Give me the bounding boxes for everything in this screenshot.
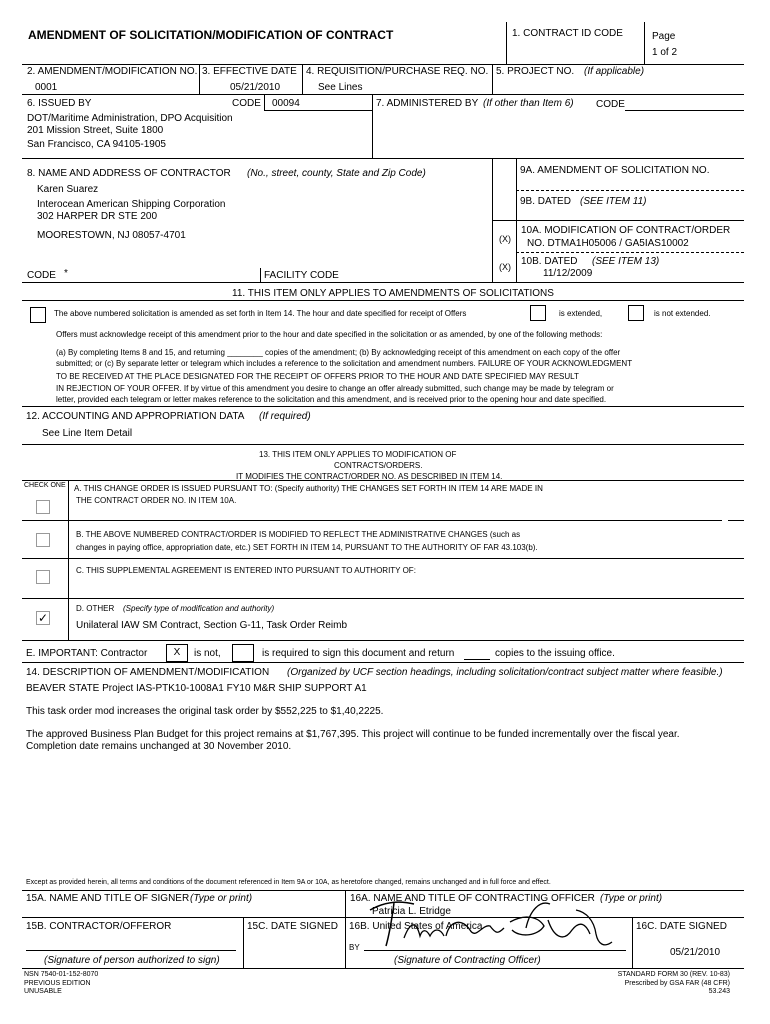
item-11-line1: The above numbered solicitation is amended as set forth in Item 14. The hour and date specified for receipt of Offers xyxy=(54,309,467,318)
amendment-label: 2. AMENDMENT/MODIFICATION NO. xyxy=(27,66,198,77)
solicitation-checkbox[interactable] xyxy=(30,307,46,323)
form-title: AMENDMENT OF SOLICITATION/MODIFICATION OF CONTRACT xyxy=(28,28,394,42)
officer-name: Patricia L. Etridge xyxy=(372,906,451,917)
issued-code-label: CODE xyxy=(232,98,261,109)
divider xyxy=(264,110,372,111)
divider xyxy=(632,917,633,968)
sf-text: Prescribed by GSA FAR (48 CFR) xyxy=(624,980,730,987)
contractor-line: Karen Suarez xyxy=(37,184,99,195)
check-one-label: CHECK ONE xyxy=(24,482,66,489)
is-required-label: is required to sign this document and return xyxy=(262,648,455,659)
divider xyxy=(22,598,744,599)
nsn-text: PREVIOUS EDITION xyxy=(24,980,91,987)
sf-text: 53.243 xyxy=(708,988,730,995)
item-14-label: 14. DESCRIPTION OF AMENDMENT/MODIFICATION xyxy=(26,667,270,678)
contract-id-label: 1. CONTRACT ID CODE xyxy=(512,28,623,39)
contractor-line: 302 HARPER DR STE 200 xyxy=(37,211,158,222)
item-13b-text: B. THE ABOVE NUMBERED CONTRACT/ORDER IS MODIFIED TO REFLECT THE ADMINISTRATIVE CHANGES (such as xyxy=(76,530,521,539)
copies-blank xyxy=(464,659,490,660)
admin-code-label: CODE xyxy=(596,99,625,110)
item-12-note: (If required) xyxy=(259,411,311,422)
copies-label: copies to the issuing office. xyxy=(495,648,615,659)
item-13-heading: CONTRACTS/ORDERS. xyxy=(334,461,423,470)
sf-text: STANDARD FORM 30 (REV. 10-83) xyxy=(617,971,730,978)
item-13c-text: C. THIS SUPPLEMENTAL AGREEMENT IS ENTERED INTO PURSUANT TO AUTHORITY OF: xyxy=(76,566,416,575)
contractor-offeror-label: 15B. CONTRACTOR/OFFEROR xyxy=(26,921,172,932)
item-14-line: Completion date remains unchanged at 30 November 2010. xyxy=(26,741,292,752)
divider xyxy=(22,444,744,445)
item-13b-checkbox[interactable] xyxy=(36,533,50,547)
divider xyxy=(506,22,507,64)
item-13a-text: THE CONTRACT ORDER NO. IN ITEM 10A. xyxy=(76,496,237,505)
item-11-line2: Offers must acknowledge receipt of this amendment prior to the hour and date specified in the solicitation or as amended, by one of the following methods: xyxy=(56,330,603,339)
item-11-para: IN REJECTION OF YOUR OFFER. If by virtue of this amendment you desire to change an offer already submitted, such change may be made by telegram or xyxy=(56,384,614,393)
not-extended-checkbox[interactable] xyxy=(628,305,644,321)
item-9b-label: 9B. DATED xyxy=(520,196,571,207)
divider xyxy=(644,22,645,64)
item-10a-value: NO. DTMA1H05006 / GA5IAS10002 xyxy=(527,238,689,249)
administered-by-label: 7. ADMINISTERED BY xyxy=(376,98,479,109)
divider xyxy=(68,480,69,640)
divider xyxy=(22,300,744,301)
administered-by-note: (If other than Item 6) xyxy=(483,98,574,109)
signer-label: 15A. NAME AND TITLE OF SIGNER xyxy=(26,893,190,904)
item-13d-label: D. OTHER xyxy=(76,604,115,613)
amendment-value: 0001 xyxy=(35,82,58,93)
extended-label: is extended, xyxy=(559,309,603,318)
divider xyxy=(22,406,744,407)
page-value: 1 of 2 xyxy=(652,47,678,58)
divider xyxy=(728,520,744,521)
by-label: BY xyxy=(349,943,360,952)
date-signed-16c-label: 16C. DATE SIGNED xyxy=(636,921,727,932)
divider xyxy=(199,64,200,94)
item-11-para: TO BE RECEIVED AT THE PLACE DESIGNATED FOR THE RECEIPT OF OFFERS PRIOR TO THE HOUR AND DATE SPECIFIED MAY RESULT xyxy=(56,372,579,381)
project-label: 5. PROJECT NO. xyxy=(496,66,575,77)
important-label: E. IMPORTANT: Contractor xyxy=(26,648,148,659)
item-13-heading: 13. THIS ITEM ONLY APPLIES TO MODIFICATION OF xyxy=(259,450,457,459)
signature-line xyxy=(26,950,236,951)
divider xyxy=(625,110,744,111)
requisition-value: See Lines xyxy=(318,82,363,93)
check-mark-icon: ✓ xyxy=(37,611,49,625)
divider xyxy=(345,890,346,968)
issuer-line: 201 Mission Street, Suite 1800 xyxy=(27,125,164,136)
item-14-line: This task order mod increases the original task order by $552,225 to $1,40,2225. xyxy=(26,706,384,717)
item-14-line: The approved Business Plan Budget for this project remains at $1,767,395. This project will continue to be funded incrementally over the fiscal year. xyxy=(26,729,680,740)
divider xyxy=(22,520,722,521)
item-13b-text: changes in paying office, appropriation date, etc.) SET FORTH IN ITEM 14, PURSUANT TO THE AUTHORITY OF FAR 43.103(b). xyxy=(76,543,538,552)
divider xyxy=(22,480,744,481)
item-14-line: BEAVER STATE Project IAS-PTK10-1008A1 FY10 M&R SHIP SUPPORT A1 xyxy=(26,683,367,694)
item-10b-note: (SEE ITEM 13) xyxy=(592,256,660,267)
item-9b-note: (SEE ITEM 11) xyxy=(580,196,647,207)
item-10b-label: 10B. DATED xyxy=(521,256,578,267)
item-11-para: (a) By completing Items 8 and 15, and returning ________ copies of the amendment; (b) By acknowledging receipt of this amendment on each copy of the offer xyxy=(56,348,621,357)
sig-officer-caption: (Signature of Contracting Officer) xyxy=(394,955,541,966)
divider xyxy=(372,94,373,158)
divider xyxy=(22,662,744,663)
divider xyxy=(260,268,261,282)
item-14-note: (Organized by UCF section headings, including solicitation/contract subject matter where feasible.) xyxy=(287,667,723,678)
issuer-line: San Francisco, CA 94105-1905 xyxy=(27,139,166,150)
date-signed-15c-label: 15C. DATE SIGNED xyxy=(247,921,338,932)
item-13d-note: (Specify type of modification and authority) xyxy=(123,604,275,613)
divider xyxy=(22,558,744,559)
contractor-is-not-box[interactable]: X xyxy=(166,644,188,662)
nsn-text: UNUSABLE xyxy=(24,988,62,995)
page-label: Page xyxy=(652,31,676,42)
item-12-value: See Line Item Detail xyxy=(42,428,133,439)
date-signed-16c-value: 05/21/2010 xyxy=(670,947,721,958)
not-extended-label: is not extended. xyxy=(654,309,711,318)
item-10a-label: 10A. MODIFICATION OF CONTRACT/ORDER xyxy=(521,225,731,236)
item-13d-checkbox[interactable] xyxy=(36,611,50,625)
item-10a-mark: (X) xyxy=(499,234,511,244)
sig-person-caption: (Signature of person authorized to sign) xyxy=(44,955,220,966)
divider xyxy=(22,968,744,969)
facility-code-label: FACILITY CODE xyxy=(264,270,339,281)
divider xyxy=(264,94,265,110)
issued-by-label: 6. ISSUED BY xyxy=(27,98,92,109)
item-10b-value: 11/12/2009 xyxy=(543,268,593,279)
item-9a-label: 9A. AMENDMENT OF SOLICITATION NO. xyxy=(520,165,710,176)
item-13c-checkbox[interactable] xyxy=(36,570,50,584)
contractor-code-label: CODE xyxy=(27,270,56,281)
issued-code-value: 00094 xyxy=(272,98,300,109)
project-note: (If applicable) xyxy=(584,66,645,77)
signer-note: (Type or print) xyxy=(190,893,253,904)
divider xyxy=(492,64,493,94)
officer-signature xyxy=(350,890,620,958)
contractor-label: 8. NAME AND ADDRESS OF CONTRACTOR xyxy=(27,168,231,179)
contractor-code-value: * xyxy=(64,268,68,279)
item-13a-text: A. THIS CHANGE ORDER IS ISSUED PURSUANT TO: (Specify authority) THE CHANGES SET FORTH IN ITEM 14 ARE MADE IN xyxy=(74,484,543,493)
item-13-heading: IT MODIFIES THE CONTRACT/ORDER NO. AS DESCRIBED IN ITEM 14. xyxy=(236,472,503,481)
contractor-is-required-box[interactable] xyxy=(232,644,254,662)
is-not-label: is not, xyxy=(194,648,221,659)
usa-label: 16B. United States of America xyxy=(349,921,483,932)
item-11-para: letter, provided each telegram or letter makes reference to the solicitation and this amendment, and is received prior to the opening hour and date specified. xyxy=(56,395,607,404)
issuer-line: DOT/Maritime Administration, DPO Acquisition xyxy=(27,113,233,124)
divider xyxy=(22,158,744,159)
divider xyxy=(492,220,744,221)
divider xyxy=(243,917,244,968)
divider xyxy=(516,252,744,253)
except-text: Except as provided herein, all terms and conditions of the document referenced in Item 9A or 10A, as heretofore changed, remains unchanged and in full force and effect. xyxy=(26,879,551,886)
contractor-line: Interocean American Shipping Corporation xyxy=(37,199,226,210)
item-10b-mark: (X) xyxy=(499,262,511,272)
contractor-note: (No., street, county, State and Zip Code) xyxy=(247,168,426,179)
contractor-city: MOORESTOWN, NJ 08057-4701 xyxy=(37,230,186,241)
divider xyxy=(22,64,744,65)
nsn-text: NSN 7540-01-152-8070 xyxy=(24,971,99,978)
officer-note: (Type or print) xyxy=(600,893,663,904)
item-11-para: submitted; or (c) By separate letter or telegram which includes a reference to the solicitation and amendment numbers. FAILURE OF YOUR ACKNOWLEDGMENT xyxy=(56,359,633,368)
item-13d-value: Unilateral IAW SM Contract, Section G-11, Task Order Reimb xyxy=(76,620,348,631)
officer-label: 16A. NAME AND TITLE OF CONTRACTING OFFICER xyxy=(350,893,595,904)
extended-checkbox[interactable] xyxy=(530,305,546,321)
divider xyxy=(516,190,744,191)
divider xyxy=(22,640,744,641)
item-13a-checkbox[interactable] xyxy=(36,500,50,514)
item-11-heading: 11. THIS ITEM ONLY APPLIES TO AMENDMENTS OF SOLICITATIONS xyxy=(232,288,554,299)
effective-date-label: 3. EFFECTIVE DATE xyxy=(202,66,297,77)
item-12-label: 12. ACCOUNTING AND APPROPRIATION DATA xyxy=(26,411,245,422)
requisition-label: 4. REQUISITION/PURCHASE REQ. NO. xyxy=(306,66,489,77)
divider xyxy=(22,94,744,95)
divider xyxy=(22,282,744,283)
effective-date-value: 05/21/2010 xyxy=(230,82,281,93)
divider xyxy=(302,64,303,94)
